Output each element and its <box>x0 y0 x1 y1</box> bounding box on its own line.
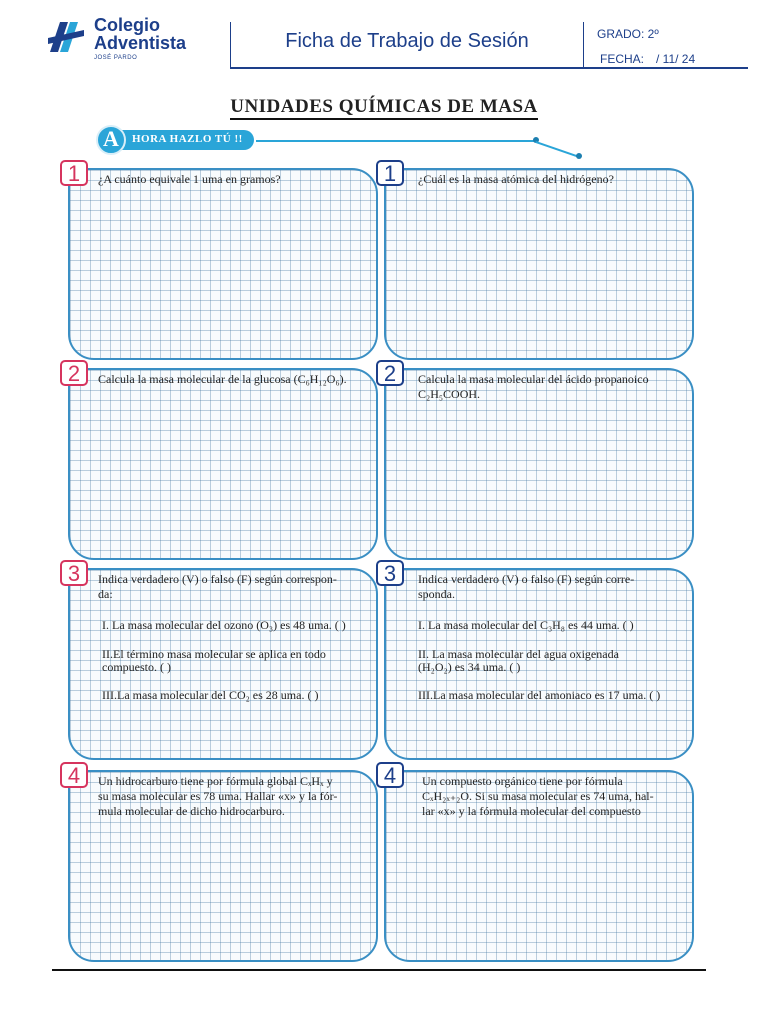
footer-rule <box>52 969 706 971</box>
exercise-number: 4 <box>376 762 404 788</box>
statement-3: III.La masa molecular del amoniaco es 17 uma. ( ) <box>418 688 661 702</box>
worksheet-title: UNIDADES QUÍMICAS DE MASA <box>0 96 768 118</box>
exercise-card-2-left <box>60 360 378 560</box>
logo-line-1: Colegio <box>94 15 160 35</box>
page-title: Ficha de Trabajo de Sesión <box>285 30 529 52</box>
banner-letter: A <box>103 126 119 151</box>
header-divider-left <box>230 22 231 69</box>
question-text: Calcula la masa molecular de la glucosa (C₆H₁₂O₆). <box>98 372 347 386</box>
exercise-number: 4 <box>60 762 88 788</box>
exercise-card-1-right <box>376 160 694 360</box>
school-logo <box>46 14 216 66</box>
grade-label: GRADO: 2º <box>597 27 659 41</box>
exercise-number: 1 <box>60 160 88 186</box>
grid-area[interactable] <box>68 168 378 360</box>
exercise-number: 3 <box>60 560 88 586</box>
date-value: / 11/ 24 <box>656 52 696 66</box>
statement-1: I. La masa molecular del C₃H₈ es 44 uma. ( ) <box>418 618 634 632</box>
exercise-card-4-left <box>60 762 378 962</box>
statement-1: I. La masa molecular del ozono (O₃) es 48 uma. ( ) <box>102 618 346 632</box>
exercise-number: 1 <box>376 160 404 186</box>
exercise-card-4-right <box>376 762 694 962</box>
exercise-number: 2 <box>60 360 88 386</box>
exercise-number: 2 <box>376 360 404 386</box>
decorative-dot <box>576 153 582 159</box>
question-text: Calcula la masa molecular del ácido propanoico C₂H₅COOH. <box>418 372 649 401</box>
date-label: FECHA: <box>600 52 645 66</box>
page-header <box>0 0 768 75</box>
date-field <box>600 52 695 66</box>
decorative-line <box>256 140 536 142</box>
section-banner <box>96 125 256 155</box>
logo-line-2: Adventista <box>94 33 187 53</box>
school-logo-icon <box>46 16 86 56</box>
statement-2: II.El término masa molecular se aplica en todo <box>102 647 326 661</box>
logo-subtitle: JOSÉ PARDO <box>94 55 138 61</box>
statement-3: III.La masa molecular del CO₂ es 28 uma. ( ) <box>102 688 319 702</box>
question-text: Un compuesto orgánico tiene por fórmula CₓH₂ₓ₊₂O. Si su masa molecular es 74 uma, hal- lar «x» y la fórmula molecular del compuesto <box>422 774 654 818</box>
exercise-card-1-left <box>60 160 378 360</box>
statement-2-cont: (H₂O₂) es 34 uma. ( ) <box>418 660 521 674</box>
question-text: Indica verdadero (V) o falso (F) según corre- sponda. <box>418 572 635 601</box>
statement-2-cont: compuesto. ( ) <box>102 660 171 674</box>
header-underline <box>230 67 748 69</box>
grid-area[interactable] <box>68 368 378 560</box>
question-text: Un hidrocarburo tiene por fórmula global CₓHₓ y su masa molecular es 78 uma. Hallar «x» y la fór- mula molecular de dicho hidrocarburo. <box>98 774 338 818</box>
question-text: ¿A cuánto equivale 1 uma en gramos? <box>98 172 281 186</box>
exercise-card-3-right <box>376 560 694 760</box>
exercise-card-3-left <box>60 560 378 760</box>
decorative-diagonal <box>536 141 580 157</box>
statement-2: II. La masa molecular del agua oxigenada <box>418 647 619 661</box>
header-divider-right <box>583 22 584 69</box>
banner-text: HORA HAZLO TÚ !! <box>132 133 243 145</box>
question-text: Indica verdadero (V) o falso (F) según correspon- da: <box>98 572 337 601</box>
exercise-card-2-right <box>376 360 694 560</box>
exercise-number: 3 <box>376 560 404 586</box>
question-text: ¿Cuál es la masa atómica del hidrógeno? <box>418 172 614 186</box>
grid-area[interactable] <box>384 168 694 360</box>
